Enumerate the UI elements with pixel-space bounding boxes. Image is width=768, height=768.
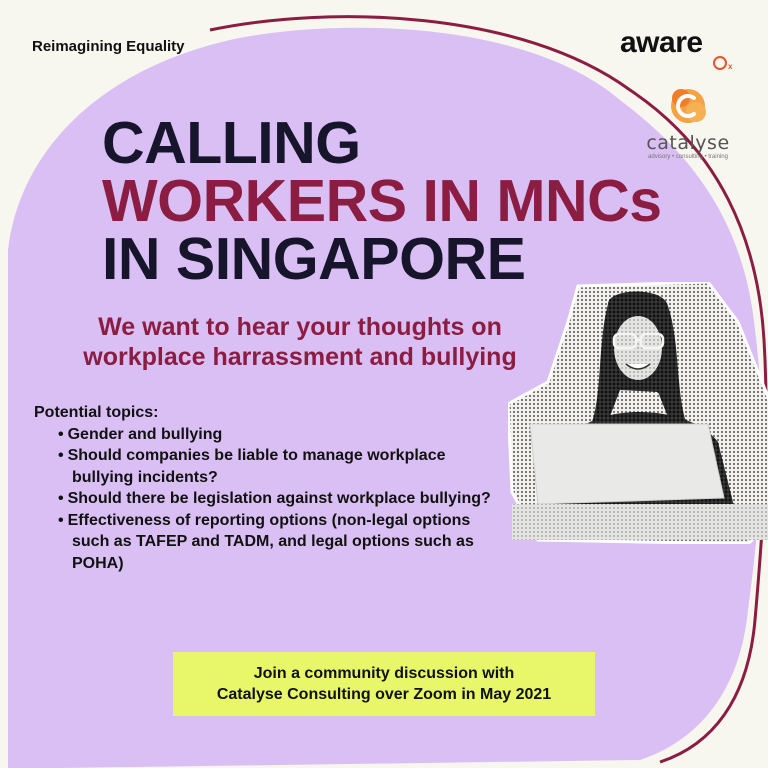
- catalyse-c-icon: [666, 86, 710, 126]
- aware-logo-x: x: [728, 62, 733, 71]
- aware-logo: [620, 26, 740, 72]
- subheading-line-1: We want to hear your thoughts on: [98, 313, 502, 341]
- aware-logo-text: aware: [620, 26, 703, 59]
- tagline: Reimagining Equality: [32, 38, 185, 55]
- cta-line-2: Catalyse Consulting over Zoom in May 2021: [216, 686, 552, 703]
- topic-item: • Should companies be liable to manage workplace bullying incidents?: [62, 445, 504, 488]
- headline-line-3: IN SINGAPORE: [102, 226, 526, 292]
- woman-with-laptop-photo: [508, 282, 768, 544]
- cta-banner: [173, 652, 595, 716]
- catalyse-logo-subtext: advisory • consulting • training: [648, 154, 728, 160]
- topic-item: • Should there be legislation against workplace bullying?: [62, 488, 504, 510]
- catalyse-logo-text: catalyse: [646, 132, 730, 154]
- cta-line-1: Join a community discussion with: [253, 665, 515, 682]
- topic-item: • Gender and bullying: [62, 424, 504, 446]
- aware-logo-circle-icon: [713, 56, 727, 70]
- headline: [102, 110, 662, 292]
- headline-line-2: WORKERS IN MNCs: [102, 168, 662, 234]
- topics-title: Potential topics:: [34, 404, 159, 421]
- topics-section: [34, 402, 504, 574]
- headline-line-1: CALLING: [102, 110, 361, 176]
- subheading-line-2: workplace harrassment and bullying: [83, 343, 517, 371]
- topics-list: [34, 424, 504, 575]
- topic-item: • Effectiveness of reporting options (non-legal options such as TAFEP and TADM, and legal options such as POHA): [62, 510, 504, 575]
